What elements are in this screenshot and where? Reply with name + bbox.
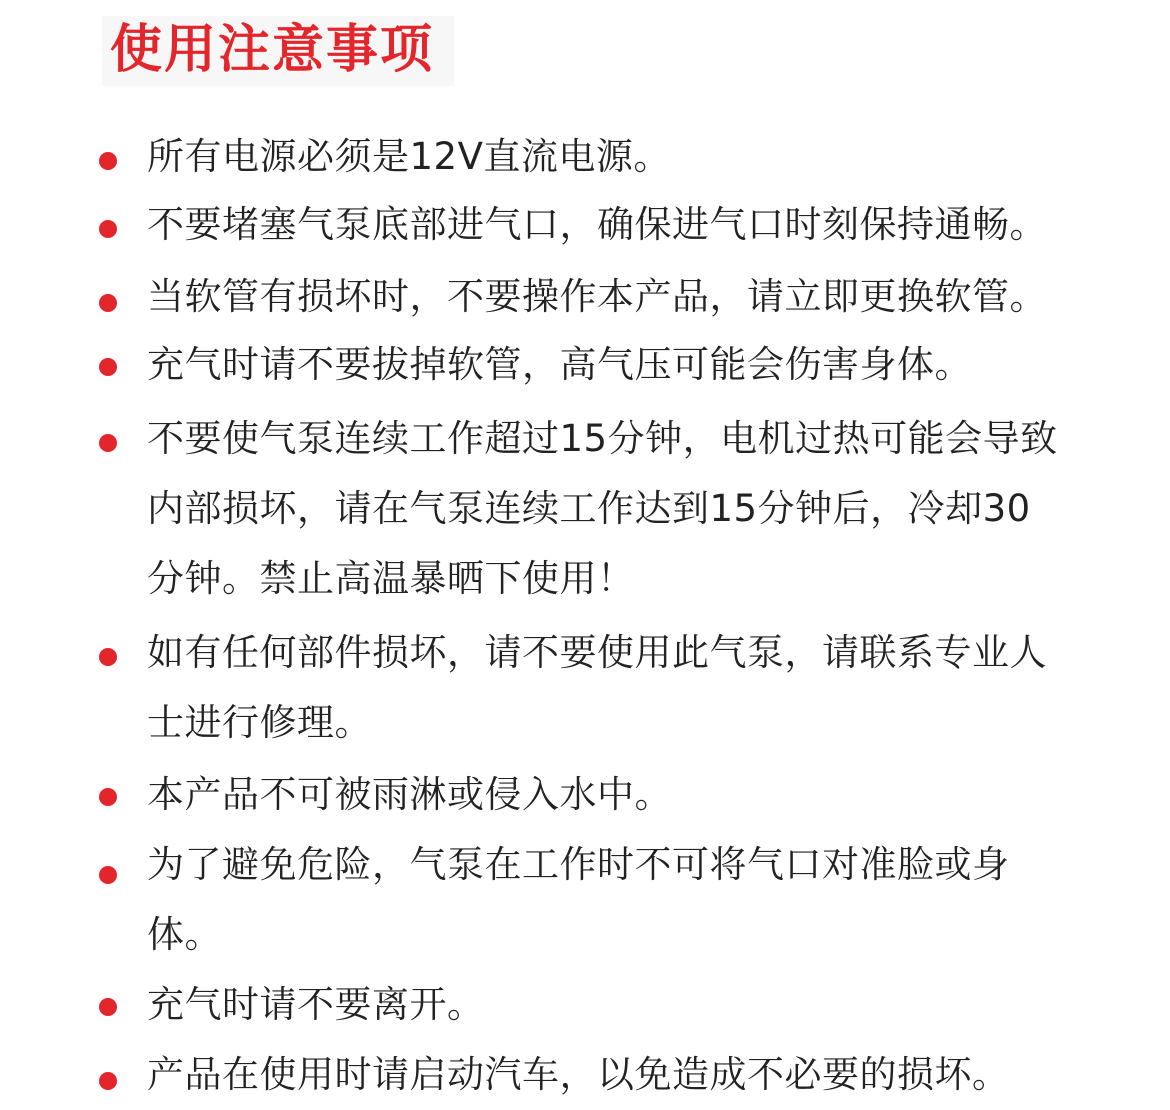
bullet-icon: [99, 998, 117, 1016]
bullet-icon: [99, 294, 117, 312]
notice-text: 不要使气泵连续工作超过15分钟，电机过热可能会导致内部损坏，请在气泵连续工作达到15分钟后，冷却30分钟。禁止高温暴晒下使用！: [147, 417, 1058, 600]
page-title: 使用注意事项: [110, 20, 435, 80]
bullet-icon: [99, 220, 117, 238]
bullet-icon: [99, 1072, 117, 1090]
bullet-icon: [99, 866, 117, 884]
notice-text: 本产品不可被雨淋或侵入水中。: [147, 773, 672, 816]
notice-text: 产品在使用时请启动汽车，以免造成不必要的损坏。: [147, 1053, 1010, 1096]
bullet-icon: [99, 152, 117, 170]
bullet-icon: [99, 358, 117, 376]
notice-text: 所有电源必须是12V直流电源。: [147, 135, 671, 178]
bullet-icon: [99, 648, 117, 666]
notice-text: 充气时请不要离开。: [147, 983, 485, 1026]
notice-text: 当软管有损坏时，不要操作本产品，请立即更换软管。: [147, 275, 1047, 318]
bullet-icon: [99, 788, 117, 806]
notice-text: 为了避免危险，气泵在工作时不可将气口对准脸或身体。: [147, 843, 1010, 956]
notice-text: 如有任何部件损坏，请不要使用此气泵，请联系专业人士进行修理。: [147, 631, 1047, 744]
bullet-icon: [99, 434, 117, 452]
notice-text: 不要堵塞气泵底部进气口，确保进气口时刻保持通畅。: [147, 203, 1047, 246]
notice-text: 充气时请不要拔掉软管，高气压可能会伤害身体。: [147, 343, 972, 386]
